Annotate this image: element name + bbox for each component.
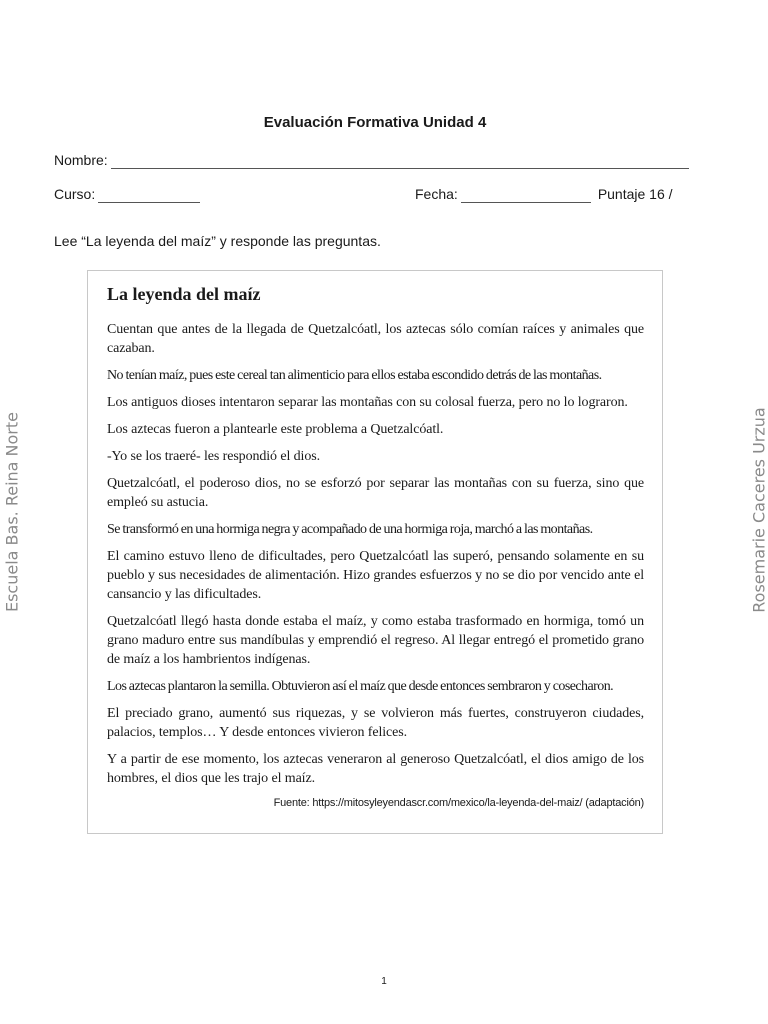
fecha-label: Fecha: <box>415 186 458 202</box>
page-title: Evaluación Formativa Unidad 4 <box>263 114 487 131</box>
reading-paragraph: Cuentan que antes de la llegada de Quetzalcóatl, los aztecas sólo comían raíces y animales que cazaban. <box>107 322 644 356</box>
puntaje-label: Puntaje 16 / <box>597 186 673 202</box>
fecha-row <box>415 185 673 203</box>
curso-label: Curso: <box>54 186 96 202</box>
curso-row <box>54 185 200 203</box>
reading-paragraph: No tenían maíz, pues este cereal tan alimenticio para ellos estaba escondido detrás de las montañas. <box>107 368 602 383</box>
reading-body <box>107 320 644 796</box>
page-number: 1 <box>381 976 387 987</box>
curso-blank <box>98 188 200 203</box>
nombre-blank <box>111 154 689 169</box>
side-author-label: Rosemarie Caceres Urzua <box>749 407 768 613</box>
reading-paragraph: Los antiguos dioses intentaron separar las montañas con su colosal fuerza, pero no lo lograron. <box>107 395 628 410</box>
reading-paragraph: -Yo se los traeré- les respondió el dios. <box>107 449 320 464</box>
side-school-label: Escuela Bas. Reina Norte <box>2 411 22 613</box>
reading-paragraph: Y a partir de ese momento, los aztecas veneraron al generoso Quetzalcóatl, el dios amigo de los hombres, el dios que les trajo el maíz. <box>107 752 644 786</box>
nombre-label: Nombre: <box>54 152 108 168</box>
reading-paragraph: Se transformó en una hormiga negra y acompañado de una hormiga roja, marchó a las montañas. <box>107 522 593 537</box>
reading-paragraph: Los aztecas plantaron la semilla. Obtuvieron así el maíz que desde entonces sembraron y cosecharon. <box>107 679 614 694</box>
fecha-blank <box>461 188 591 203</box>
reading-paragraph: Quetzalcóatl llegó hasta donde estaba el maíz, y como estaba trasformado en hormiga, tomó un grano maduro entre sus mandíbulas y emprendió el regreso. Al llegar entregó el prometido grano de maíz a los hambrientos indígenas. <box>107 614 644 667</box>
reading-paragraph: Quetzalcóatl, el poderoso dios, no se esforzó por separar las montañas con su fuerza, sino que empleó su astucia. <box>107 476 644 510</box>
instruction-text: Lee “La leyenda del maíz” y responde las preguntas. <box>54 233 381 249</box>
reading-paragraph: Los aztecas fueron a plantearle este problema a Quetzalcóatl. <box>107 422 444 437</box>
nombre-row <box>54 151 689 169</box>
reading-paragraph: El preciado grano, aumentó sus riquezas, y se volvieron más fuertes, construyeron ciudades, palacios, templos… Y desde entonces vivieron felices. <box>107 706 644 740</box>
source-citation: Fuente: https://mitosyleyendascr.com/mexico/la-leyenda-del-maiz/ (adaptación) <box>273 797 644 809</box>
reading-paragraph: El camino estuvo lleno de dificultades, pero Quetzalcóatl las superó, pensando solamente en su pueblo y sus necesidades de alimentación. Hizo grandes esfuerzos y no se dio por vencido ante el cansancio y las dificultades. <box>107 549 644 602</box>
reading-title: La leyenda del maíz <box>107 284 261 304</box>
